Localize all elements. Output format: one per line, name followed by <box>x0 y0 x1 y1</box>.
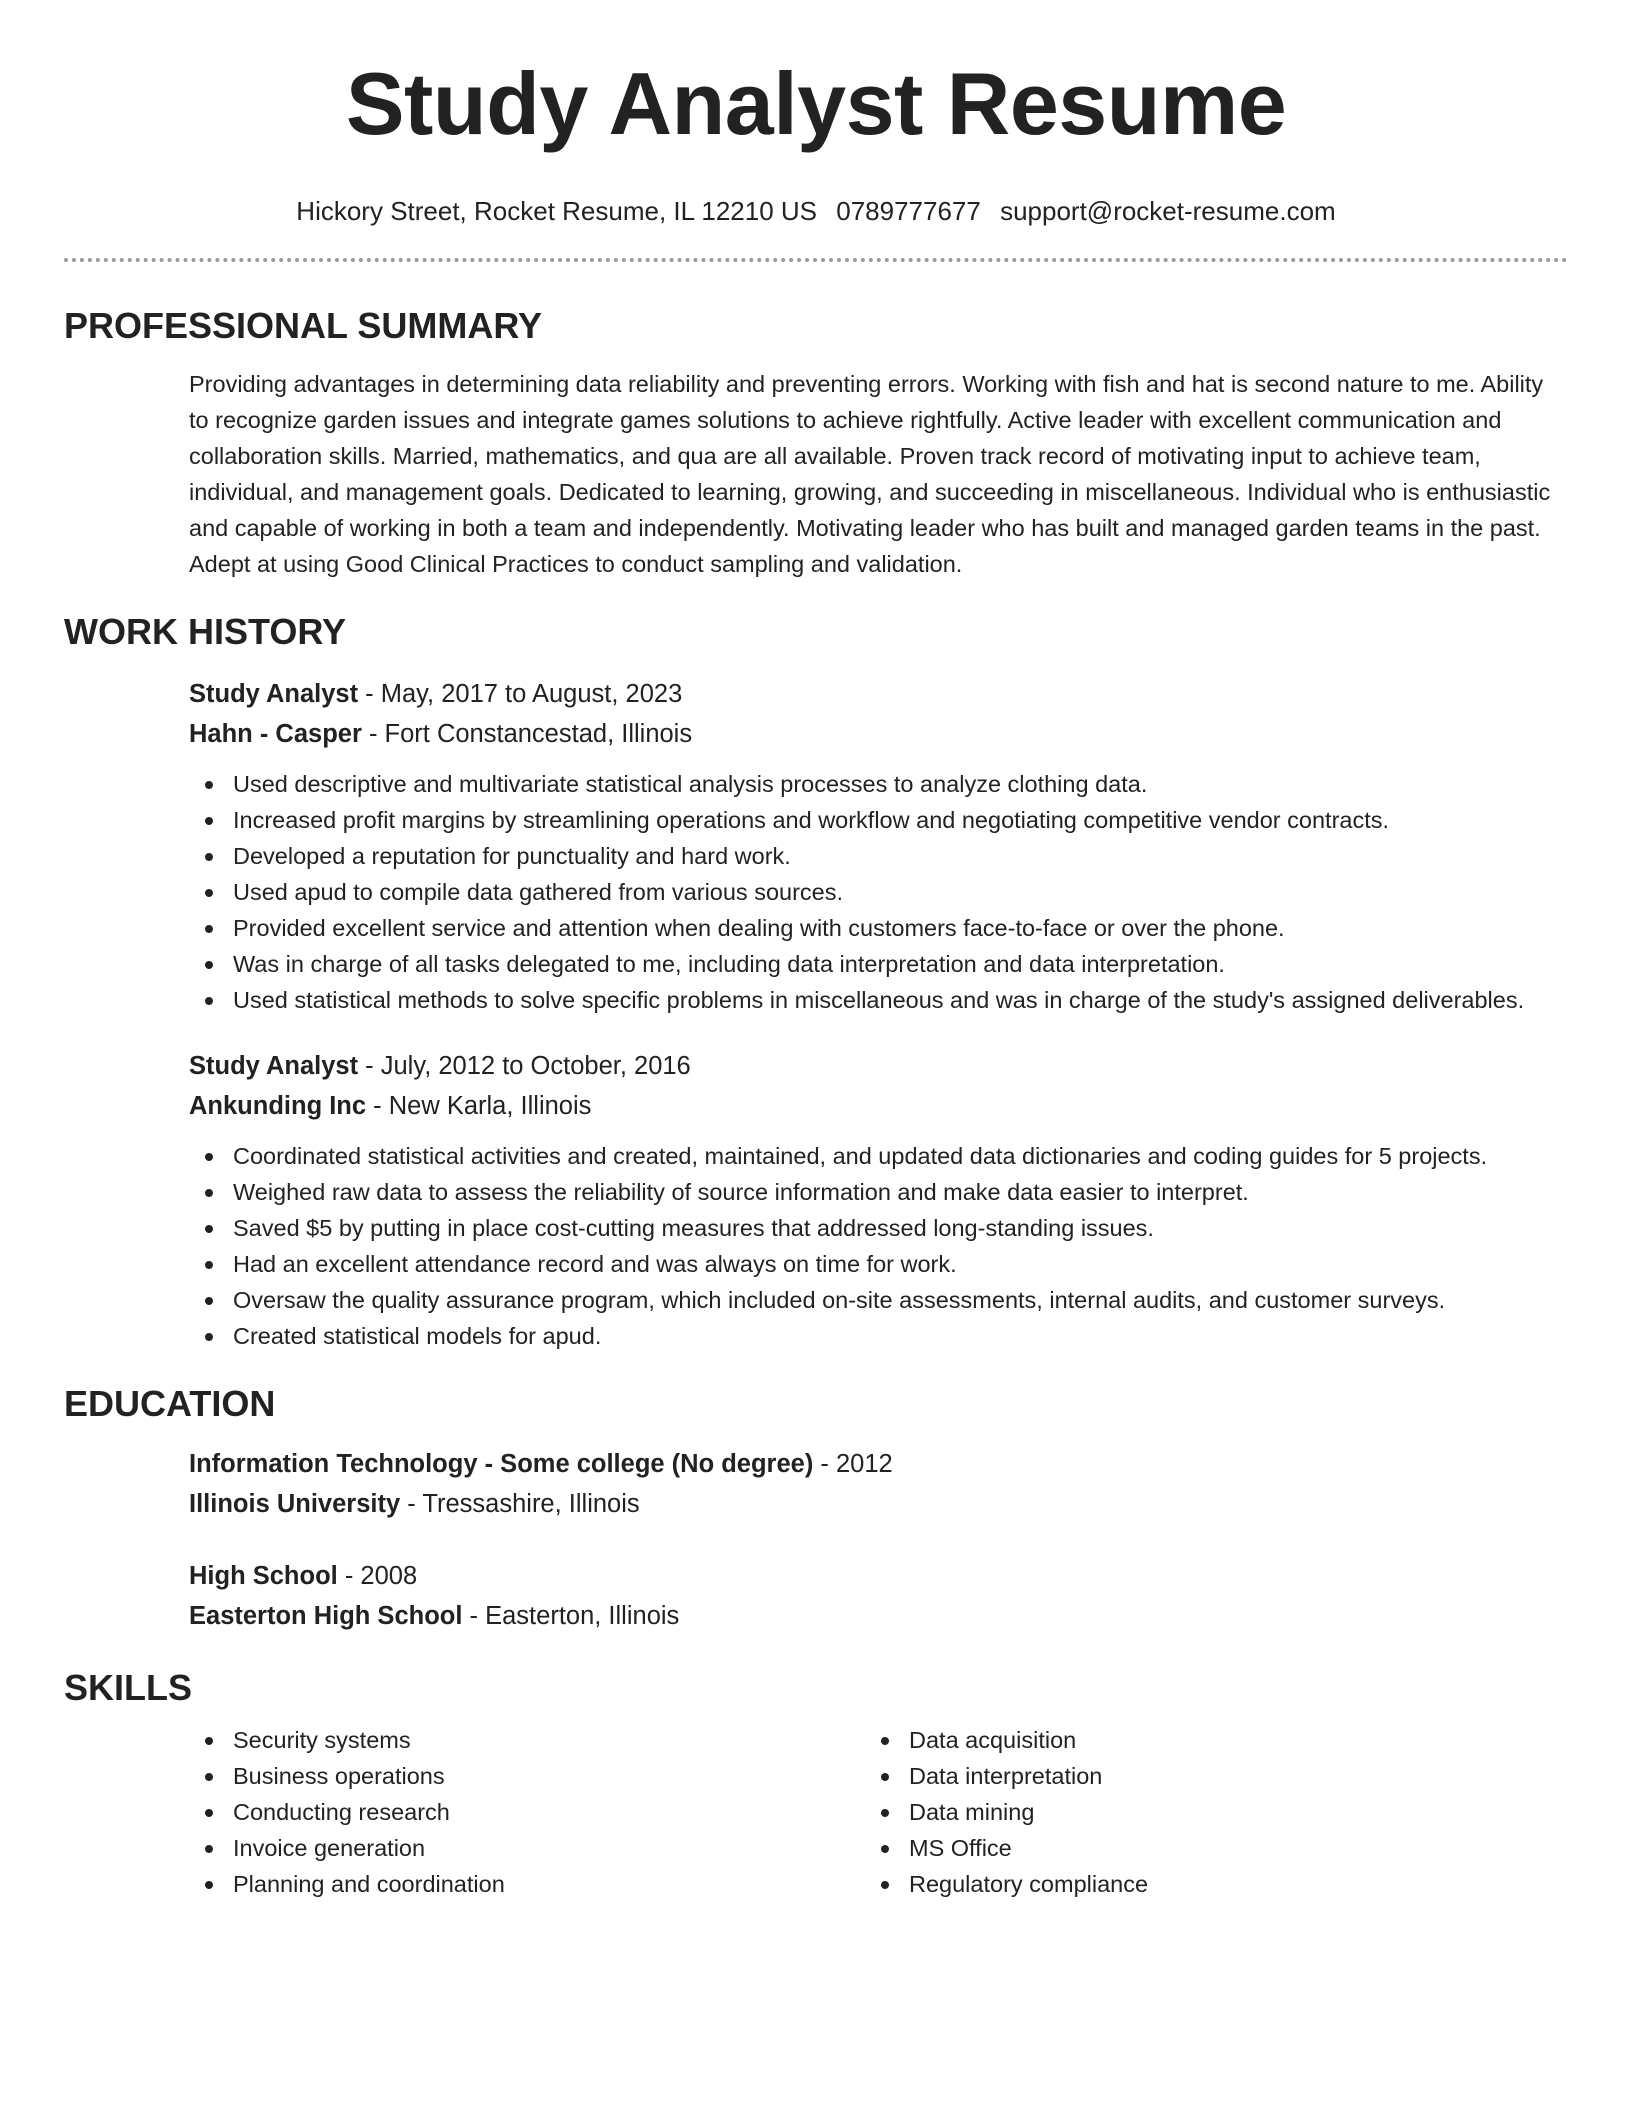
job-bullet: Used apud to compile data gathered from various sources. <box>189 874 1559 910</box>
skills-column-right <box>865 1722 1541 1902</box>
skill-item: MS Office <box>865 1830 1541 1866</box>
job-title: Study Analyst <box>189 680 359 708</box>
job-title: Study Analyst <box>189 1052 359 1080</box>
section-title-education: EDUCATION <box>64 1383 276 1424</box>
job-bullet: Saved $5 by putting in place cost-cutting measures that addressed long-standing issues. <box>189 1210 1559 1246</box>
summary-text: Providing advantages in determining data reliability and preventing errors. Working with fish and hat is second nature to me. Ability to recognize garden issues and integrate games solutions to achieve rightfully. Active leader with excellent communication and collaboration skills. Married, mathematics, and qua are all available. Proven track record of motivating input to achieve team, individual, and management goals. Dedicated to learning, growing, and succeeding in miscellaneous. Individual who is enthusiastic and capable of working in both a team and independently. Motivating leader who has built and managed garden teams in the past. Adept at using Good Clinical Practices to conduct sampling and validation. <box>189 371 1551 577</box>
education-location: - Easterton, Illinois <box>462 1602 680 1630</box>
job-bullet: Used statistical methods to solve specific problems in miscellaneous and was in charge of the study's assigned deliverables. <box>189 982 1559 1018</box>
job-bullets <box>189 766 1559 1018</box>
education-degree: High School <box>189 1562 338 1590</box>
resume-page <box>64 0 1568 1902</box>
job-bullet: Weighed raw data to assess the reliability of source information and make data easier to interpret. <box>189 1174 1559 1210</box>
skills-grid <box>189 1722 1559 1902</box>
job-bullet: Used descriptive and multivariate statistical analysis processes to analyze clothing data. <box>189 766 1559 802</box>
skill-item: Business operations <box>189 1758 865 1794</box>
job-company-line <box>189 1086 1559 1126</box>
skill-item: Planning and coordination <box>189 1866 865 1902</box>
section-title-skills: SKILLS <box>64 1667 193 1708</box>
education-degree: Information Technology - Some college (No degree) <box>189 1450 814 1478</box>
job-dates: - May, 2017 to August, 2023 <box>358 680 683 708</box>
job-bullet: Coordinated statistical activities and created, maintained, and updated data dictionaries and coding guides for 5 projects. <box>189 1138 1559 1174</box>
job-bullets <box>189 1138 1559 1354</box>
skills-column-left <box>189 1722 865 1902</box>
job-bullet: Provided excellent service and attention when dealing with customers face-to-face or over the phone. <box>189 910 1559 946</box>
job-title-line <box>189 1046 1559 1086</box>
contact-phone: 0789777677 <box>836 196 981 226</box>
job-company: Ankunding Inc <box>189 1092 367 1120</box>
education-entry <box>189 1444 1559 1524</box>
education-year: - 2008 <box>337 1562 418 1590</box>
header-divider <box>64 258 1568 262</box>
job-dates: - July, 2012 to October, 2016 <box>358 1052 691 1080</box>
resume-title: Study Analyst Resume <box>345 54 1287 153</box>
skill-item: Invoice generation <box>189 1830 865 1866</box>
education-year: - 2012 <box>813 1450 893 1478</box>
job-location: - New Karla, Illinois <box>366 1092 592 1120</box>
skill-item: Data interpretation <box>865 1758 1541 1794</box>
education-entry <box>189 1556 1559 1636</box>
job-entry <box>189 674 1559 1018</box>
section-title-work-history: WORK HISTORY <box>64 611 347 652</box>
job-location: - Fort Constancestad, Illinois <box>361 720 693 748</box>
education-school-line <box>189 1596 1559 1636</box>
job-entry <box>189 1046 1559 1354</box>
education-school: Easterton High School <box>189 1602 463 1630</box>
education-degree-line <box>189 1444 1559 1484</box>
skill-item: Conducting research <box>189 1794 865 1830</box>
job-bullet: Had an excellent attendance record and was always on time for work. <box>189 1246 1559 1282</box>
job-bullet: Increased profit margins by streamlining operations and workflow and negotiating competitive vendor contracts. <box>189 802 1559 838</box>
education-school: Illinois University <box>189 1490 401 1518</box>
contact-email: support@rocket-resume.com <box>1000 196 1336 226</box>
education-school-line <box>189 1484 1559 1524</box>
skill-item: Regulatory compliance <box>865 1866 1541 1902</box>
education-location: - Tressashire, Illinois <box>400 1490 640 1518</box>
job-company-line <box>189 714 1559 754</box>
job-bullet: Developed a reputation for punctuality and hard work. <box>189 838 1559 874</box>
job-bullet: Oversaw the quality assurance program, which included on-site assessments, internal audits, and customer surveys. <box>189 1282 1559 1318</box>
section-title-summary: PROFESSIONAL SUMMARY <box>64 305 543 346</box>
job-bullet: Was in charge of all tasks delegated to me, including data interpretation and data interpretation. <box>189 946 1559 982</box>
skill-item: Data acquisition <box>865 1722 1541 1758</box>
job-bullet: Created statistical models for apud. <box>189 1318 1559 1354</box>
skill-item: Data mining <box>865 1794 1541 1830</box>
job-company: Hahn - Casper <box>189 720 362 748</box>
job-title-line <box>189 674 1559 714</box>
skill-item: Security systems <box>189 1722 865 1758</box>
contact-line <box>64 194 1568 228</box>
contact-address: Hickory Street, Rocket Resume, IL 12210 US <box>296 196 817 226</box>
education-degree-line <box>189 1556 1559 1596</box>
